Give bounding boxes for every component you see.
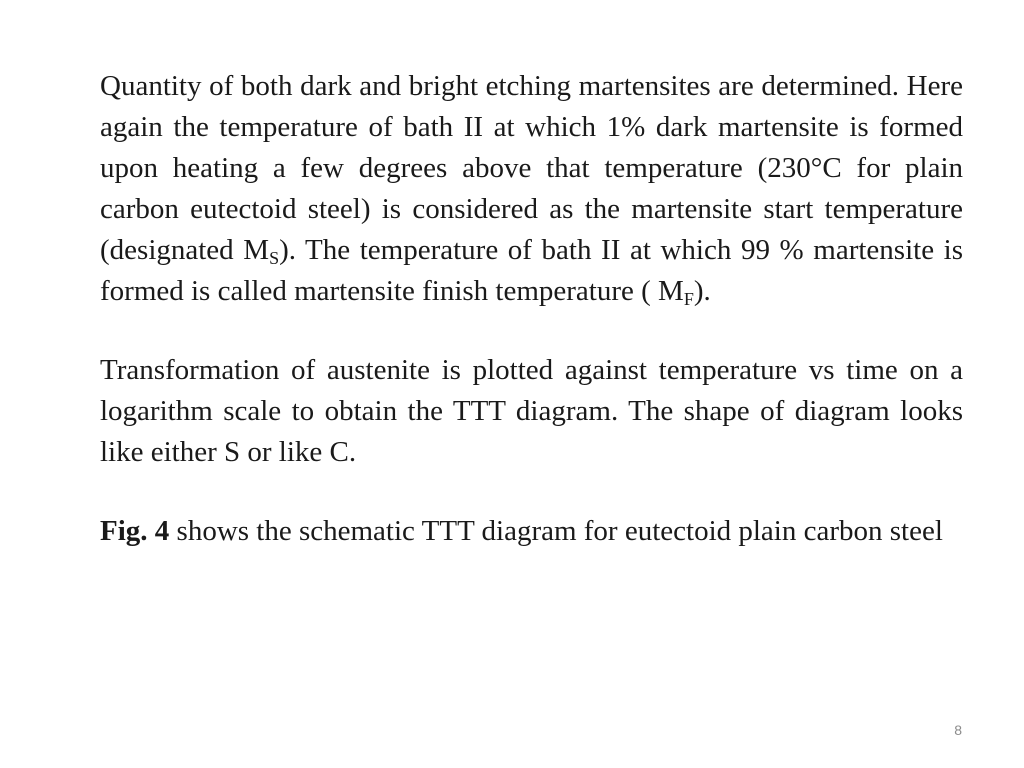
paragraph-1-text-a: Quantity of both dark and bright etching martensites are determined. Here again the temperature of bath II at which 1% dark martensite is formed upon heating a few degrees above that temperature (230°C for plain carbon eutectoid steel) is considered as the martensite start temperature (designated M xyxy=(100,70,963,266)
paragraph-figure-reference xyxy=(100,511,963,552)
page-number: 8 xyxy=(954,722,962,738)
slide-body xyxy=(100,66,963,552)
paragraph-1-text-c: ). xyxy=(693,275,711,307)
paragraph-martensite-temperatures xyxy=(100,66,963,312)
paragraph-1-text-b: ). The temperature of bath II at which 99 % martensite is formed is called martensite finish temperature ( M xyxy=(100,234,963,307)
figure-reference-text: shows the schematic TTT diagram for eutectoid plain carbon steel xyxy=(169,515,943,547)
figure-label: Fig. 4 xyxy=(100,515,170,547)
paragraph-ttt-diagram: Transformation of austenite is plotted against temperature vs time on a logarithm scale to obtain the TTT diagram. The shape of diagram looks like either S or like C. xyxy=(100,354,963,468)
mf-subscript: F xyxy=(683,289,694,309)
ms-subscript: S xyxy=(269,248,280,268)
